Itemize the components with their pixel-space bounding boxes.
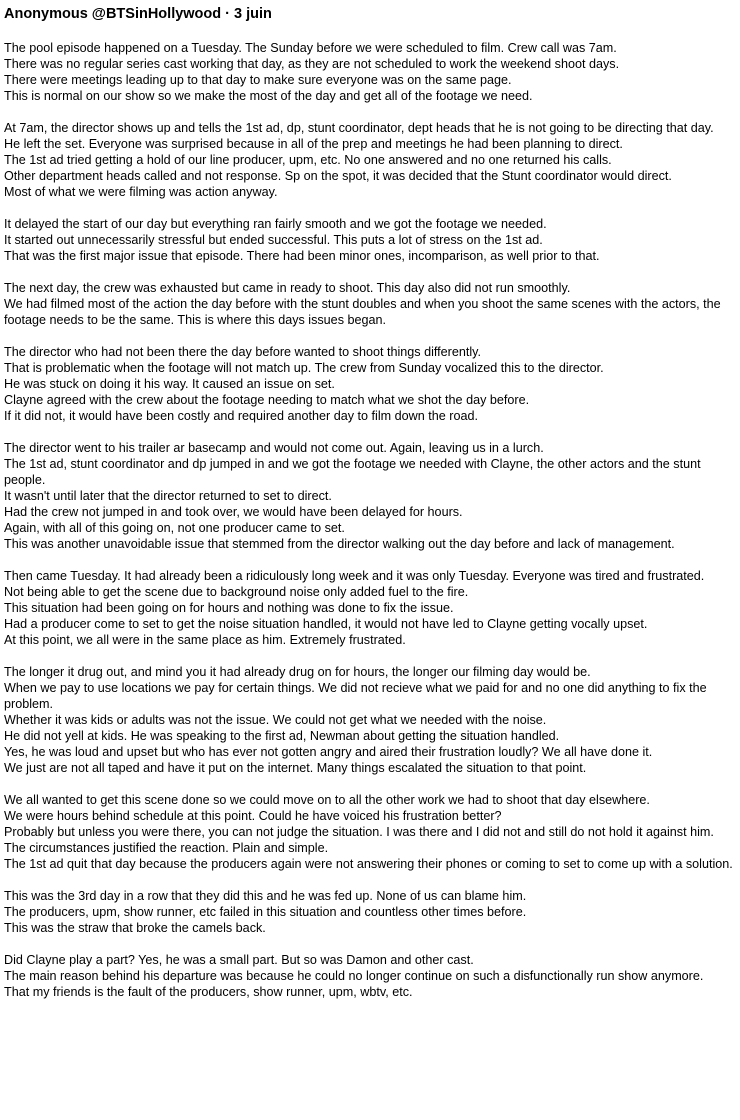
text-line: The 1st ad tried getting a hold of our line producer, upm, etc. No one answered and no one returned his calls. bbox=[4, 153, 612, 167]
text-line: We just are not all taped and have it put on the internet. Many things escalated the situation to that point. bbox=[4, 761, 587, 775]
text-line: When we pay to use locations we pay for certain things. We did not recieve what we paid for and no one did anything to fix the problem. bbox=[4, 681, 707, 711]
text-line: This situation had been going on for hours and nothing was done to fix the issue. bbox=[4, 601, 454, 615]
text-line: We had filmed most of the action the day before with the stunt doubles and when you shoot the same scenes with the actors, the footage needs to be the same. This is where this days issues began. bbox=[4, 297, 721, 327]
text-line: The pool episode happened on a Tuesday. The Sunday before we were scheduled to film. Crew call was 7am. bbox=[4, 41, 617, 55]
text-line: That my friends is the fault of the producers, show runner, upm, wbtv, etc. bbox=[4, 985, 413, 999]
text-line: The director went to his trailer ar basecamp and would not come out. Again, leaving us in a lurch. bbox=[4, 441, 544, 455]
text-line: Not being able to get the scene due to background noise only added fuel to the fire. bbox=[4, 585, 469, 599]
text-line: Most of what we were filming was action anyway. bbox=[4, 185, 278, 199]
text-line: This was the 3rd day in a row that they did this and he was fed up. None of us can blame him. bbox=[4, 889, 527, 903]
text-line: The next day, the crew was exhausted but came in ready to shoot. This day also did not run smoothly. bbox=[4, 281, 571, 295]
text-line: Then came Tuesday. It had already been a ridiculously long week and it was only Tuesday. Everyone was tired and frustrated. bbox=[4, 569, 705, 583]
text-line: The 1st ad, stunt coordinator and dp jumped in and we got the footage we needed with Clayne, the other actors and the stunt people. bbox=[4, 457, 701, 487]
post-header: Anonymous @BTSinHollywood · 3 juin bbox=[4, 6, 272, 22]
text-line: Clayne agreed with the crew about the footage needing to match what we shot the day before. bbox=[4, 393, 530, 407]
text-line: Probably but unless you were there, you can not judge the situation. I was there and I did not and still do not hold it against him. bbox=[4, 825, 714, 839]
text-line: He left the set. Everyone was surprised because in all of the prep and meetings he had been planning to direct. bbox=[4, 137, 623, 151]
text-line: There were meetings leading up to that day to make sure everyone was on the same page. bbox=[4, 73, 512, 87]
text-line: It wasn't until later that the director returned to set to direct. bbox=[4, 489, 332, 503]
text-line: Again, with all of this going on, not one producer came to set. bbox=[4, 521, 345, 535]
paragraph bbox=[4, 120, 736, 200]
text-line: The producers, upm, show runner, etc failed in this situation and countless other times before. bbox=[4, 905, 527, 919]
text-line: That was the first major issue that episode. There had been minor ones, incomparison, as well prior to that. bbox=[4, 249, 600, 263]
text-line: Other department heads called and not response. Sp on the spot, it was decided that the Stunt coordinator would direct. bbox=[4, 169, 672, 183]
text-line: The main reason behind his departure was because he could no longer continue on such a disfunctionally run show anymore. bbox=[4, 969, 704, 983]
text-line: At this point, we all were in the same place as him. Extremely frustrated. bbox=[4, 633, 406, 647]
text-line: He did not yell at kids. He was speaking to the first ad, Newman about getting the situation handled. bbox=[4, 729, 560, 743]
text-line: It delayed the start of our day but everything ran fairly smooth and we got the footage we needed. bbox=[4, 217, 547, 231]
paragraph bbox=[4, 40, 736, 104]
post-body bbox=[4, 40, 736, 1016]
paragraph bbox=[4, 440, 736, 552]
text-line: Had the crew not jumped in and took over, we would have been delayed for hours. bbox=[4, 505, 463, 519]
paragraph bbox=[4, 216, 736, 264]
text-line: Whether it was kids or adults was not the issue. We could not get what we needed with the noise. bbox=[4, 713, 547, 727]
text-line: The director who had not been there the day before wanted to shoot things differently. bbox=[4, 345, 482, 359]
paragraph bbox=[4, 952, 736, 1000]
text-line: It started out unnecessarily stressful but ended successful. This puts a lot of stress on the 1st ad. bbox=[4, 233, 543, 247]
text-line: We were hours behind schedule at this point. Could he have voiced his frustration better? bbox=[4, 809, 502, 823]
text-line: That is problematic when the footage will not match up. The crew from Sunday vocalized this to the director. bbox=[4, 361, 604, 375]
paragraph bbox=[4, 664, 736, 776]
text-line: At 7am, the director shows up and tells the 1st ad, dp, stunt coordinator, dept heads that he is not going to be directing that day. bbox=[4, 121, 714, 135]
paragraph bbox=[4, 888, 736, 936]
text-line: Did Clayne play a part? Yes, he was a small part. But so was Damon and other cast. bbox=[4, 953, 474, 967]
text-line: The longer it drug out, and mind you it had already drug on for hours, the longer our filming day would be. bbox=[4, 665, 591, 679]
text-line: The 1st ad quit that day because the producers again were not answering their phones or coming to set to come up with a solution. bbox=[4, 857, 733, 871]
paragraph bbox=[4, 568, 736, 648]
paragraph bbox=[4, 280, 736, 328]
text-line: He was stuck on doing it his way. It caused an issue on set. bbox=[4, 377, 335, 391]
text-line: Yes, he was loud and upset but who has ever not gotten angry and aired their frustration loudly? We all have done it. bbox=[4, 745, 653, 759]
text-line: This was another unavoidable issue that stemmed from the director walking out the day before and lack of management. bbox=[4, 537, 675, 551]
text-line: Had a producer come to set to get the noise situation handled, it would not have led to Clayne getting vocally upset. bbox=[4, 617, 648, 631]
text-line: This was the straw that broke the camels back. bbox=[4, 921, 266, 935]
paragraph bbox=[4, 344, 736, 424]
text-line: We all wanted to get this scene done so we could move on to all the other work we had to shoot that day elsewhere. bbox=[4, 793, 650, 807]
text-line: The circumstances justified the reaction. Plain and simple. bbox=[4, 841, 329, 855]
paragraph bbox=[4, 792, 736, 872]
text-line: There was no regular series cast working that day, as they are not scheduled to work the weekend shoot days. bbox=[4, 57, 620, 71]
text-line: This is normal on our show so we make the most of the day and get all of the footage we need. bbox=[4, 89, 533, 103]
text-line: If it did not, it would have been costly and required another day to film down the road. bbox=[4, 409, 478, 423]
